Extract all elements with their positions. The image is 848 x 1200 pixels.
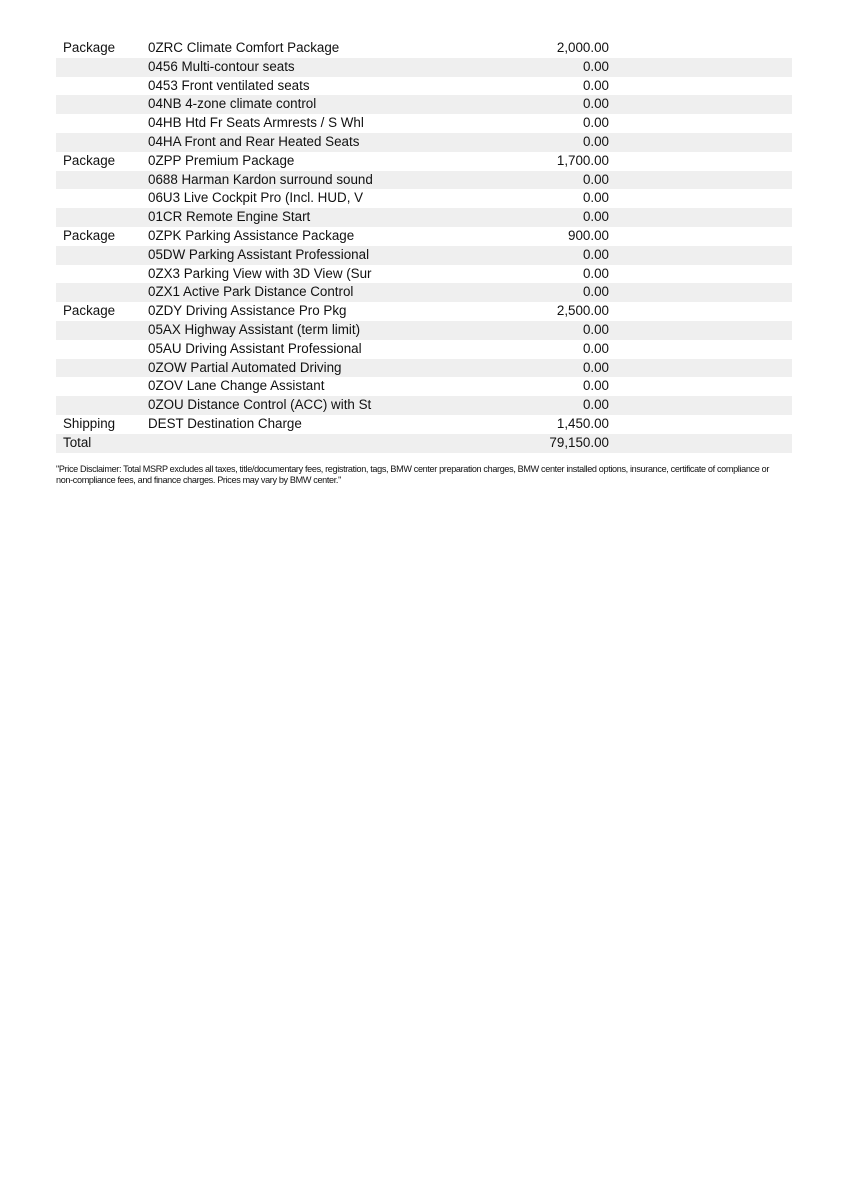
line-price: 0.00: [582, 190, 609, 206]
line-price: 0.00: [582, 359, 609, 375]
line-price: 0.00: [582, 397, 609, 413]
table-row: [56, 189, 792, 208]
line-description: 05AX Highway Assistant (term limit): [148, 321, 361, 337]
line-description: 0ZOU Distance Control (ACC) with St: [148, 397, 372, 413]
line-price: 900.00: [568, 227, 609, 243]
price-breakdown-table: [56, 39, 792, 453]
table-row: [56, 133, 792, 152]
line-description: 04NB 4-zone climate control: [148, 96, 317, 112]
line-description: 01CR Remote Engine Start: [148, 209, 311, 225]
line-description: 0ZX1 Active Park Distance Control: [148, 284, 354, 300]
line-description: 06U3 Live Cockpit Pro (Incl. HUD, V: [148, 190, 364, 206]
table-row: [56, 114, 792, 133]
line-description: 0ZDY Driving Assistance Pro Pkg: [148, 303, 347, 319]
line-price: 0.00: [582, 171, 609, 187]
line-price: 0.00: [582, 77, 609, 93]
table-row: [56, 377, 792, 396]
line-description: 0ZOW Partial Automated Driving: [148, 359, 342, 375]
line-type: Package: [63, 152, 116, 168]
line-price: 0.00: [582, 321, 609, 337]
table-row: [56, 208, 792, 227]
line-description: 05DW Parking Assistant Professional: [148, 246, 370, 262]
table-row: [56, 227, 792, 246]
line-price: 1,700.00: [556, 152, 609, 168]
line-description: 0ZX3 Parking View with 3D View (Sur: [148, 265, 372, 281]
line-description: 0ZOV Lane Change Assistant: [148, 378, 325, 394]
line-description: 0ZRC Climate Comfort Package: [148, 40, 340, 55]
line-description: 0ZPP Premium Package: [148, 152, 295, 168]
total-price: 79,150.00: [549, 434, 609, 450]
table-row: [56, 58, 792, 77]
line-type: Shipping: [63, 415, 116, 431]
table-row: [56, 340, 792, 359]
table-row: [56, 302, 792, 321]
total-label: Total: [63, 434, 92, 450]
table-row: [56, 359, 792, 378]
table-row: [56, 283, 792, 302]
table-row: [56, 77, 792, 96]
line-price: 2,500.00: [556, 303, 609, 319]
line-price: 0.00: [582, 265, 609, 281]
price-disclaimer: "Price Disclaimer: Total MSRP excludes all taxes, title/documentary fees, registration, tags, BMW center preparation charges, BMW center installed options, insurance, certificate of compliance or non-compliance fees, and finance charges. Prices may vary by BMW center.": [56, 464, 770, 485]
line-price: 0.00: [582, 378, 609, 394]
table-row: [56, 321, 792, 340]
line-description: 04HA Front and Rear Heated Seats: [148, 133, 360, 149]
line-description: 0456 Multi-contour seats: [148, 58, 295, 74]
line-description: 04HB Htd Fr Seats Armrests / S Whl: [148, 115, 364, 131]
line-price: 0.00: [582, 209, 609, 225]
line-type: Package: [63, 303, 116, 319]
table-row: [56, 171, 792, 190]
total-row: [56, 434, 792, 453]
line-description: 05AU Driving Assistant Professional: [148, 340, 362, 356]
table-row: [56, 415, 792, 434]
table-row: [56, 152, 792, 171]
line-price: 0.00: [582, 246, 609, 262]
line-price: 0.00: [582, 96, 609, 112]
line-description: 0ZPK Parking Assistance Package: [148, 227, 355, 243]
line-type: Package: [63, 40, 116, 55]
table-row: [56, 265, 792, 284]
line-type: Package: [63, 227, 116, 243]
line-price: 0.00: [582, 133, 609, 149]
line-description: DEST Destination Charge: [148, 415, 302, 431]
table-row: [56, 396, 792, 415]
table-row: [56, 246, 792, 265]
table-row: [56, 95, 792, 114]
line-price: 2,000.00: [556, 40, 609, 55]
line-description: 0453 Front ventilated seats: [148, 77, 310, 93]
line-price: 0.00: [582, 340, 609, 356]
line-price: 0.00: [582, 115, 609, 131]
line-description: 0688 Harman Kardon surround sound: [148, 171, 373, 187]
line-price: 0.00: [582, 284, 609, 300]
line-price: 1,450.00: [556, 415, 609, 431]
line-price: 0.00: [582, 58, 609, 74]
table-row: [56, 39, 792, 58]
